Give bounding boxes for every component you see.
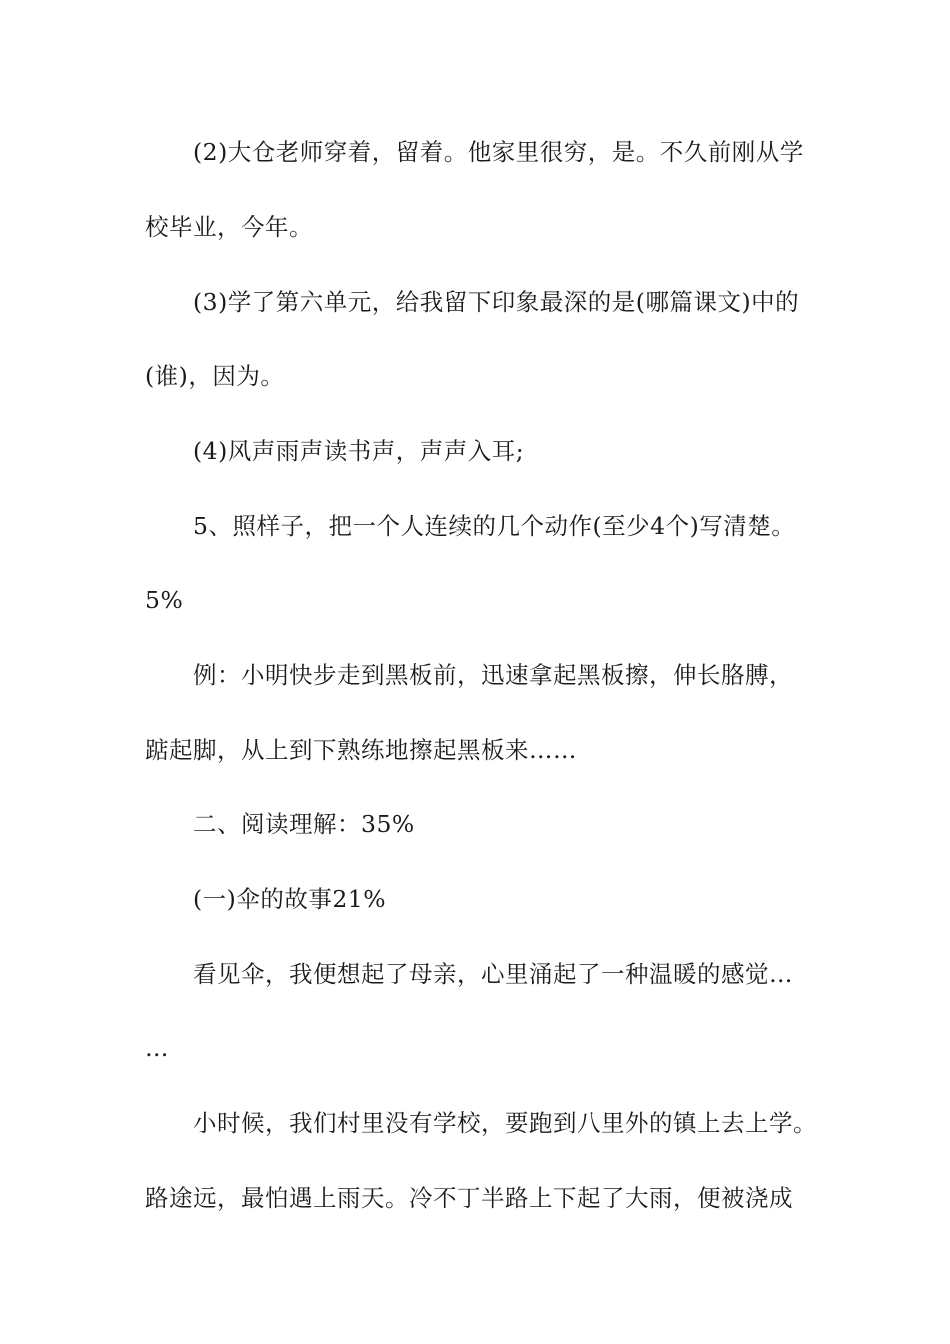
- text-line: (2)大仓老师穿着，留着。他家里很穷，是。不久前刚从学: [193, 138, 804, 166]
- passage-text: 看见伞，我便想起了母亲，心里涌起了一种温暖的感觉…: [193, 960, 793, 988]
- score-label: 5%: [145, 586, 184, 614]
- text-line: (谁)，因为。: [145, 362, 285, 390]
- subsection-heading: (一)伞的故事21%: [193, 885, 387, 913]
- example-text: 踮起脚，从上到下熟练地擦起黑板来……: [145, 736, 577, 764]
- question-heading: 5、照样子，把一个人连续的几个动作(至少4个)写清楚。: [193, 512, 796, 540]
- text-line: 校毕业，今年。: [145, 213, 313, 241]
- passage-text: …: [145, 1034, 169, 1062]
- passage-text: 路途远，最怕遇上雨天。冷不丁半路上下起了大雨，便被浇成: [145, 1184, 793, 1212]
- text-line: (4)风声雨声读书声，声声入耳;: [193, 437, 525, 465]
- section-heading: 二、阅读理解：35%: [193, 810, 415, 838]
- example-text: 例：小明快步走到黑板前，迅速拿起黑板擦，伸长胳膊，: [193, 661, 793, 689]
- text-line: (3)学了第六单元，给我留下印象最深的是(哪篇课文)中的: [193, 288, 800, 316]
- passage-text: 小时候，我们村里没有学校，要跑到八里外的镇上去上学。: [193, 1109, 817, 1137]
